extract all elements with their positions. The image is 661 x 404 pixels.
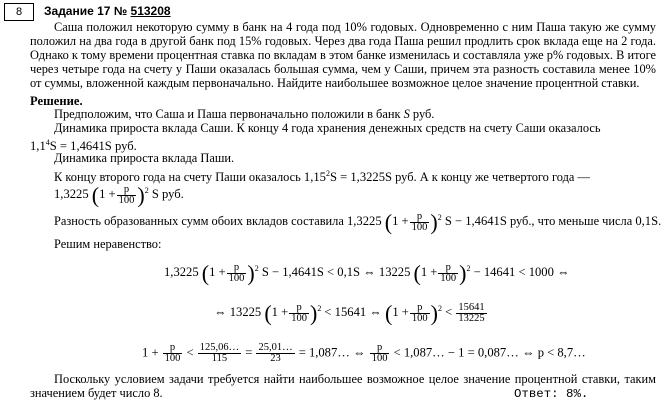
- paren-close: ): [137, 182, 145, 208]
- ineq3-d: = 1,087… ⇔: [298, 345, 366, 360]
- one-plus: 1 +: [392, 214, 409, 229]
- s1-var: S: [403, 107, 410, 121]
- solution-line-2: Динамика прироста вклада Саши. К концу 4 года хранения денежных средств на счету Саши оказалось: [54, 121, 601, 135]
- p-num: p: [227, 263, 247, 274]
- paren-close: ): [309, 300, 318, 326]
- one-plus: 1 +: [209, 265, 226, 280]
- ratio-num: 15641: [458, 301, 485, 313]
- s6-c: 0,1S.: [635, 214, 661, 229]
- f1-num: 125,06…: [199, 342, 240, 353]
- ineq2-c: <: [445, 305, 453, 320]
- s1-text: Предположим, что Саша и Паша первоначально положили в банк: [54, 107, 401, 121]
- one-plus: 1 +: [392, 305, 409, 320]
- s2-rest: S = 1,4641S руб.: [49, 139, 137, 154]
- square-exp: 2: [437, 304, 442, 313]
- s6-b: руб., что меньше числа: [509, 214, 633, 229]
- p-den: 100: [440, 272, 457, 284]
- inequality-1: [164, 262, 570, 284]
- task-id-link[interactable]: 513208: [130, 4, 171, 18]
- s6-coef: 1,3225: [346, 214, 382, 229]
- problem-text: Саша положил некоторую сумму в банк на 4 года под 10% годовых. Одновременно с ним Паша такую же сумму положил на два года в другой банк под 15% годовых. Через два года Паша решил продлить срок вклада еще на 2 года. Однако к тому времени процентная ставка по вкладам в этом банке изменилась и составляла уже p% годовых. В итоге через четыре года на счету у Паши оказалась большая сумма, чем у Саши, причем эта разность составила менее 10% от суммы, вложенной каждым первоначально. Найдите наибольшее возможное целое значение процентной ставки.: [30, 20, 656, 90]
- ineq3-b: <: [186, 345, 194, 360]
- answer-text: Ответ: 8%.: [514, 387, 589, 401]
- paren-close: ): [430, 209, 438, 235]
- s1-end: руб.: [412, 107, 435, 121]
- square-exp: 2: [254, 264, 259, 273]
- p-fraction: [438, 263, 458, 284]
- inequality-2: [214, 302, 488, 324]
- p-fraction: [163, 343, 183, 364]
- s4-exp: 2: [325, 169, 330, 178]
- paren-open: (: [201, 260, 210, 286]
- ineq1-a: 1,3225: [164, 265, 199, 280]
- paren-open: (: [91, 182, 100, 208]
- ineq1-b: S − 1,4641S < 0,1S ⇔ 13225: [261, 265, 411, 280]
- ineq3-a: 1 +: [142, 345, 159, 360]
- square-exp: 2: [144, 186, 149, 195]
- p-fraction: [410, 212, 430, 233]
- s4-b: руб. А к концу же четвертого года —: [395, 170, 590, 185]
- p-den: 100: [228, 272, 245, 284]
- s6-tail: S − 1,4641S: [444, 214, 507, 229]
- paren-close: ): [247, 260, 255, 286]
- s4-rest: S = 1,3225S: [329, 170, 393, 185]
- p-den: 100: [411, 312, 428, 324]
- s6-a: Разность образованных сумм обоих вкладов составила: [54, 214, 344, 229]
- s5-tail: S руб.: [151, 187, 184, 202]
- s2-val: 1,1: [30, 139, 46, 154]
- task-number-badge: 8: [4, 3, 34, 21]
- p-fraction: [227, 263, 247, 284]
- solution-title: Решение.: [30, 94, 83, 108]
- square-exp: 2: [317, 304, 322, 313]
- solution-line-5: [30, 184, 661, 206]
- solution-line-4: [30, 167, 661, 184]
- solution-line-1: [30, 107, 661, 121]
- paren-open: (: [384, 209, 393, 235]
- p-num: p: [438, 263, 458, 274]
- ratio-fraction: [456, 303, 486, 324]
- square-exp: 2: [466, 264, 471, 273]
- p-fraction: [370, 343, 390, 364]
- p-num: p: [410, 212, 430, 223]
- solution-line-3: Динамика прироста вклада Паши.: [54, 151, 235, 165]
- p-num: p: [117, 185, 137, 196]
- p-den: 100: [411, 221, 428, 233]
- solution-line-7: Решим неравенство:: [54, 237, 162, 251]
- p-fraction: [410, 303, 430, 324]
- p-fraction: [289, 303, 309, 324]
- s5-coef: 1,3225: [54, 187, 89, 202]
- p-den: 100: [164, 353, 181, 364]
- f2-den: 23: [270, 353, 281, 364]
- task-prefix: Задание 17 №: [44, 4, 128, 18]
- ineq3-c: =: [245, 345, 253, 360]
- ineq2-a: ⇔ 13225: [214, 305, 262, 320]
- ineq3-e: < 1,087… − 1 = 0,087… ⇔ p < 8,7…: [393, 345, 586, 360]
- paren-open: (: [385, 300, 393, 326]
- f2-num: 25,01…: [258, 342, 293, 353]
- paren-open: (: [264, 300, 272, 326]
- paren-close: ): [459, 260, 467, 286]
- one-plus: 1 +: [99, 187, 116, 202]
- one-plus: 1 +: [420, 265, 438, 280]
- p-den: 100: [291, 312, 307, 324]
- ratio-den: 13225: [458, 312, 485, 324]
- f2-fraction: [256, 343, 294, 364]
- p-den: 100: [371, 353, 388, 364]
- p-num: p: [289, 303, 309, 314]
- p-num: p: [370, 343, 390, 354]
- ineq2-b: < 15641 ⇔: [324, 305, 382, 320]
- conclusion-text: Поскольку условием задачи требуется найти наибольшее возможное целое значение процентной ставки, таким значением будет число 8.: [30, 372, 656, 401]
- s4-a: К концу второго года на счету Паши оказалось: [54, 170, 301, 185]
- s4-math: 1,15: [303, 170, 326, 185]
- solution-line-6: [30, 211, 661, 233]
- f1-den: 115: [211, 353, 228, 364]
- f1-fraction: [198, 343, 241, 364]
- p-num: p: [410, 303, 430, 314]
- one-plus: 1 +: [271, 305, 289, 320]
- ineq1-c: − 14641 < 1000 ⇔: [473, 265, 570, 280]
- inequality-3: [142, 343, 586, 364]
- paren-close: ): [430, 300, 438, 326]
- p-num: p: [163, 343, 183, 354]
- p-fraction: [117, 185, 137, 206]
- s2-exp: 4: [45, 138, 50, 147]
- square-exp: 2: [437, 213, 442, 222]
- task-header: [44, 4, 171, 18]
- paren-open: (: [413, 260, 421, 286]
- p-den: 100: [118, 194, 135, 206]
